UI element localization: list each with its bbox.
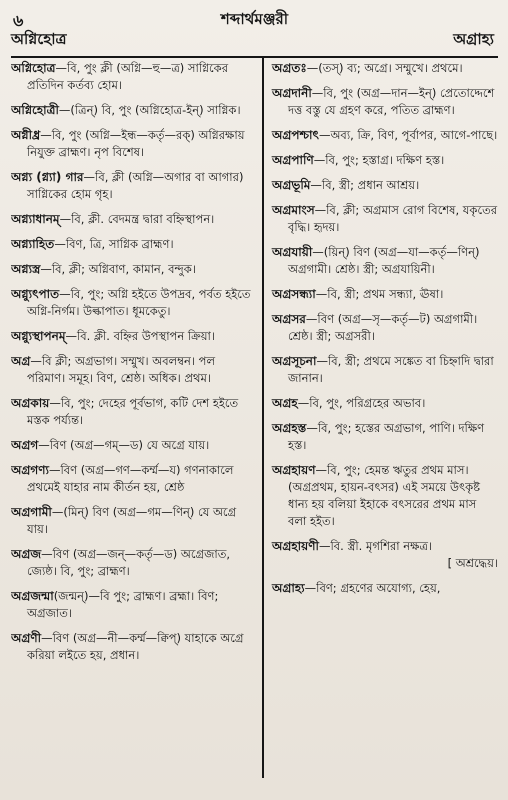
- entry-definition: —বিণ (অগ্র—গণ—কর্ম্ম—য) গণনাকালে প্রথমেই যাহার নাম কীর্তন হয়, শ্রেষ্ঠ: [27, 463, 234, 494]
- entry-headword: অগ্রগামী: [11, 505, 52, 519]
- entry-headword: অগ্রপাণি: [272, 153, 314, 167]
- guide-words: [11, 30, 498, 58]
- dictionary-entry: [11, 504, 256, 538]
- entry-definition: —বি. স্ত্রী. মৃগশিরা নক্ষত্র।: [318, 539, 433, 553]
- dictionary-entry: [11, 328, 256, 345]
- dictionary-entry: [272, 152, 498, 169]
- entry-headword: অগ্ন্যাধানম্: [11, 212, 60, 226]
- entry-definition: —বি, ক্লী; অগ্নিবাণ, কামান, বন্দুক।: [40, 262, 196, 276]
- dictionary-entry: [11, 395, 256, 429]
- entry-headword: অগ্রণী: [11, 631, 42, 645]
- entry-headword: অগ্র: [11, 354, 31, 368]
- dictionary-entry: [272, 244, 498, 278]
- entry-headword: অগ্রভূমি: [272, 178, 311, 192]
- dictionary-entry: [11, 102, 256, 119]
- entry-definition: —(য়িন্) বিণ (অগ্র—যা—কর্তৃ—ণিন্) অগ্রগামী। শ্রেষ্ঠ। স্ত্রী; অগ্রযায়িনী।: [288, 245, 480, 276]
- dictionary-entry: [11, 60, 256, 94]
- dictionary-entry: [272, 202, 498, 236]
- entry-headword: অগ্ন্যুৎপাত: [11, 287, 60, 301]
- entry-headword: অগ্রগ: [11, 438, 39, 452]
- entry-definition: —বি, স্ত্রী; প্রথম সন্ধ্যা, ঊষা।: [315, 287, 444, 301]
- entry-headword: অগ্নীধ্র: [11, 128, 41, 142]
- entry-headword: অগ্রহস্ত: [272, 421, 307, 435]
- entry-definition: —বি, ক্লী (অগ্নি—অগার বা আগার) সাগ্নিকের হোম গৃহ।: [27, 170, 244, 201]
- entry-definition: —বি ক্লী; অগ্রভাগ। সম্মুখ। অবলম্বন। পল পরিমাণ। সমূহ। বিণ, শ্রেষ্ঠ। অধিক। প্রথম।: [27, 354, 216, 385]
- entry-headword: অগ্রহ: [272, 396, 298, 410]
- entry-definition: —বি, পুং, পরিগ্রহের অভাব।: [297, 396, 426, 410]
- guide-word-left: অগ্নিহোত্র: [11, 30, 67, 48]
- entry-definition: —বি. ক্লী. বহ্নির উপস্থাপন ক্রিয়া।: [65, 329, 215, 343]
- entry-definition: —বিণ (অগ্র—জন্—কর্তৃ—ড) অগ্রেজাত, জ্যেষ্ঠ। বি, পুং; ব্রাহ্মণ।: [27, 547, 231, 578]
- dictionary-entry: [272, 311, 498, 345]
- entry-headword: অগ্ন্যুস্থাপনম্: [11, 329, 66, 343]
- dictionary-entry: [272, 177, 498, 194]
- dictionary-entry: [11, 261, 256, 278]
- dictionary-entry: [11, 462, 256, 496]
- entry-definition: —(মিন্) বিণ (অগ্র—গম—ণিন্) যে অগ্রে যায়।: [27, 505, 237, 536]
- dictionary-entry: [11, 286, 256, 320]
- entry-definition: —বি, স্ত্রী; প্রধান আশ্রয়।: [310, 178, 420, 192]
- dictionary-entry: [272, 353, 498, 387]
- guide-word-right: অগ্রাহ্য: [453, 30, 494, 48]
- dictionary-entry: [11, 211, 256, 228]
- dictionary-entry: [272, 60, 498, 77]
- left-column: [11, 58, 264, 778]
- entry-headword: অগ্রহায়ণ: [272, 463, 316, 477]
- entry-headword: অগ্ন্যাহিত: [11, 237, 55, 251]
- dictionary-entry: [11, 236, 256, 253]
- dictionary-entry: [272, 462, 498, 530]
- dictionary-entry: [272, 538, 498, 572]
- dictionary-entry: [11, 437, 256, 454]
- entry-headword: অগ্রযায়ী: [272, 245, 313, 259]
- dictionary-entry: [11, 546, 256, 580]
- entry-definition: —বি, ক্লী; অগ্রমাস রোগ বিশেষ, যকৃতের বৃদ্ধি। হৃদয়।: [288, 203, 498, 234]
- dictionary-entry: [11, 353, 256, 387]
- entry-definition: —বি, পুং; অগ্নি হইতে উপদ্রব, পর্বত হইতে অগ্নি-নির্গম। উল্কাপাত। ধূমকেতু।: [27, 287, 251, 318]
- dictionary-entry: [11, 127, 256, 161]
- entry-definition: —বি, পুং; হস্তের অগ্রভাগ, পাণি। দক্ষিণ হস্ত।: [288, 421, 485, 452]
- dictionary-entry: [272, 420, 498, 454]
- entry-headword: অগ্রসন্ধ্যা: [272, 287, 316, 301]
- entry-definition: —বিণ, ত্রি, সাগ্নিক ব্রাহ্মণ।: [54, 237, 174, 251]
- dictionary-entry: [11, 169, 256, 203]
- entry-headword: অগ্রসর: [272, 312, 306, 326]
- entry-definition: —বি, ক্লী. বেদমন্ত্র দ্বারা বহ্নিস্থাপন।: [59, 212, 215, 226]
- entry-headword: অগ্রদানী: [272, 86, 312, 100]
- right-column: [264, 58, 498, 778]
- dictionary-entry: [272, 286, 498, 303]
- entry-headword: অগ্রাহ্য: [272, 581, 305, 595]
- entry-definition: —বি, পুং (অগ্র—দান—ইন্) প্রেতোদ্দেশে দত্ত বস্তু যে গ্রহণ করে, পতিত ব্রাহ্মণ।: [288, 86, 495, 117]
- entry-definition: —বি, পুং; হস্তাগ্র। দক্ষিণ হস্ত।: [313, 153, 445, 167]
- entry-definition: —অব্য, ক্রি, বিণ, পূর্বাপর, আগে-পাছে।: [318, 128, 498, 142]
- entry-definition: —বি, পুং (অগ্নি—ইন্ধ—কর্তৃ—রক্) অগ্নিরক্ষায় নিযুক্ত ব্রাহ্মণ। নৃপ বিশেষ।: [27, 128, 245, 159]
- page-number: ৬: [13, 11, 24, 30]
- entry-definition: —(ত্রিন্) বি, পুং (অগ্নিহোত্র-ইন্) সাগ্নিক।: [58, 103, 241, 117]
- entry-headword: অগ্রহায়ণী: [272, 539, 319, 553]
- dictionary-entry: [11, 588, 256, 622]
- entry-headword: অগ্রজন্মা: [11, 589, 54, 603]
- dictionary-entry: [272, 580, 498, 597]
- entry-definition: —বিণ (অগ্র—গম্—ড) যে অগ্রে যায়।: [38, 438, 210, 452]
- entry-headword: অগ্ন্যস্ত্র: [11, 262, 41, 276]
- entry-headword: অগ্রজ: [11, 547, 42, 561]
- entry-definition: —বিণ (অগ্র—নী—কর্ম্ম—ক্বিপ্) যাহাকে অগ্রে করিয়া লইতে হয়, প্রধান।: [27, 631, 244, 662]
- page-header: [11, 8, 498, 30]
- dictionary-entry: [272, 395, 498, 412]
- entry-definition: —বি, পুং; দেহের পূর্বভাগ, কটি দেশ হইতে মস্তক পর্য্যন্ত।: [27, 396, 239, 427]
- entry-headword: অগ্রপশ্চাৎ: [272, 128, 319, 142]
- entry-continuation: [ অশ্রদ্ধেয়।: [447, 556, 498, 570]
- entry-headword: অগ্রকায়: [11, 396, 50, 410]
- dictionary-entry: [11, 630, 256, 664]
- page-title: শব্দার্থমঞ্জরী: [220, 10, 289, 28]
- entry-headword: অগ্নিহোত্র: [11, 61, 56, 75]
- entry-definition: —বি, পুং ক্লী (অগ্নি—হু—ত্র) সাগ্নিকের প্রতিদিন কর্তব্য হোম।: [27, 61, 229, 92]
- entry-definition: —বি, পুং; হেমন্ত ঋতুর প্রথম মাস। (অগ্রপ্রথম, হায়ন-বৎসর) এই সময়ে উৎকৃষ্ট ধান্য হয় বলিয়া ইহাকে বৎসরের প্রথম মাস বলা হইত।: [288, 463, 481, 528]
- entry-headword: অগ্রতঃ: [272, 61, 307, 75]
- entry-headword: অগ্রগণ্য: [11, 463, 49, 477]
- entry-definition: —বিণ; গ্রহণের অযোগ্য, হেয়,: [304, 581, 441, 595]
- entry-definition: —বিণ (অগ্র—সৃ—কর্তৃ—ট) অগ্রগামী। শ্রেষ্ঠ। স্ত্রী; অগ্রসরী।: [288, 312, 478, 343]
- entry-headword: অগ্ন্য (গ্ন্যা) গার: [11, 170, 84, 184]
- entry-definition: (জন্মন্)—বি পুং; ব্রাহ্মণ। ব্রহ্মা। বিণ; অগ্রজাত।: [27, 589, 219, 620]
- dictionary-entry: [272, 127, 498, 144]
- dictionary-entry: [272, 85, 498, 119]
- entry-headword: অগ্রসূচনা: [272, 354, 317, 368]
- entry-headword: অগ্রমাংস: [272, 203, 315, 217]
- entry-columns: [11, 58, 498, 778]
- entry-definition: —(তস্) ব্য; অগ্রে। সম্মুখে। প্রথমে।: [306, 61, 463, 75]
- entry-headword: অগ্নিহোত্রী: [11, 103, 59, 117]
- entry-definition: —বি, স্ত্রী; প্রথমে সঙ্কেত বা চিহ্নাদি দ্বারা জানান।: [288, 354, 494, 385]
